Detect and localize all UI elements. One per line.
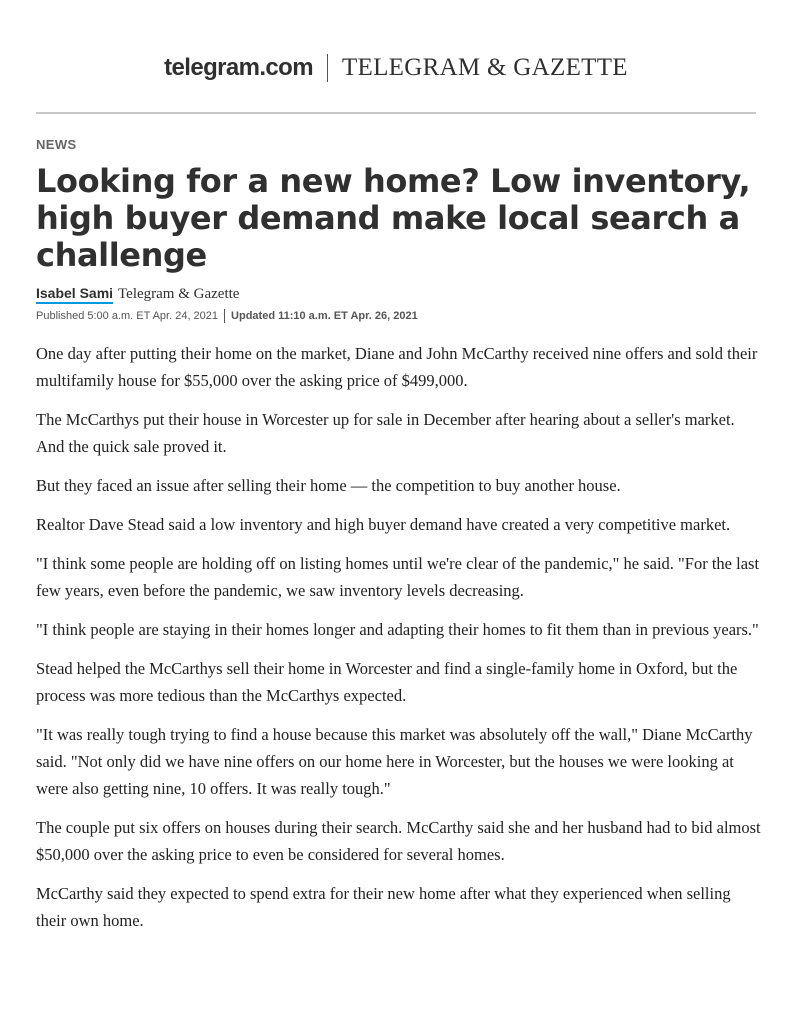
author-link[interactable]: Isabel Sami [36,285,113,304]
header-rule [36,112,756,114]
masthead [0,50,792,86]
body-paragraph: Realtor Dave Stead said a low inventory and high buyer demand have created a very competitive market. [36,515,731,534]
section-label[interactable]: NEWS [36,137,77,152]
dateline [36,309,418,323]
body-paragraph: One day after putting their home on the market, Diane and John McCarthy received nine offers and sold their multifamily house for $55,000 over the asking price of $499,000. [36,344,758,390]
body-paragraph: "I think people are staying in their homes longer and adapting their homes to fit them than in previous years." [36,620,759,639]
body-paragraph: Stead helped the McCarthys sell their home in Worcester and find a single-family home in Oxford, but the process was more tedious than the McCarthys expected. [36,659,738,705]
body-paragraph: But they faced an issue after selling their home — the competition to buy another house. [36,476,621,495]
paper-name-logo[interactable]: TELEGRAM & GAZETTE [341,54,628,81]
dateline-divider [224,309,225,323]
body-paragraph: The couple put six offers on houses during their search. McCarthy said she and her husband had to bid almost $50,000 over the asking price to even be considered for several homes. [36,818,761,864]
publication-name: Telegram & Gazette [118,286,240,302]
body-paragraph: "I think some people are holding off on listing homes until we're clear of the pandemic," he said. "For the last few years, even before the pandemic, we saw inventory levels decreasing. [36,554,760,600]
masthead-divider [327,54,328,82]
updated-date: Updated 11:10 a.m. ET Apr. 26, 2021 [231,310,418,322]
byline [36,285,239,304]
published-date: Published 5:00 a.m. ET Apr. 24, 2021 [36,310,219,322]
body-paragraph: McCarthy said they expected to spend extra for their new home after what they experienced when selling their own home. [36,884,731,930]
site-url-logo[interactable]: telegram.com [164,54,313,81]
article-headline: Looking for a new home? Low inventory, high buyer demand make local search a challenge [36,162,751,274]
article-body [36,340,761,946]
body-paragraph: The McCarthys put their house in Worcester up for sale in December after hearing about a seller's market. And the quick sale proved it. [36,410,735,456]
body-paragraph: "It was really tough trying to find a house because this market was absolutely off the wall," Diane McCarthy said. "Not only did we have nine offers on our home here in Worcester, but the houses we were looking at were also getting nine, 10 offers. It was really tough." [36,725,753,798]
